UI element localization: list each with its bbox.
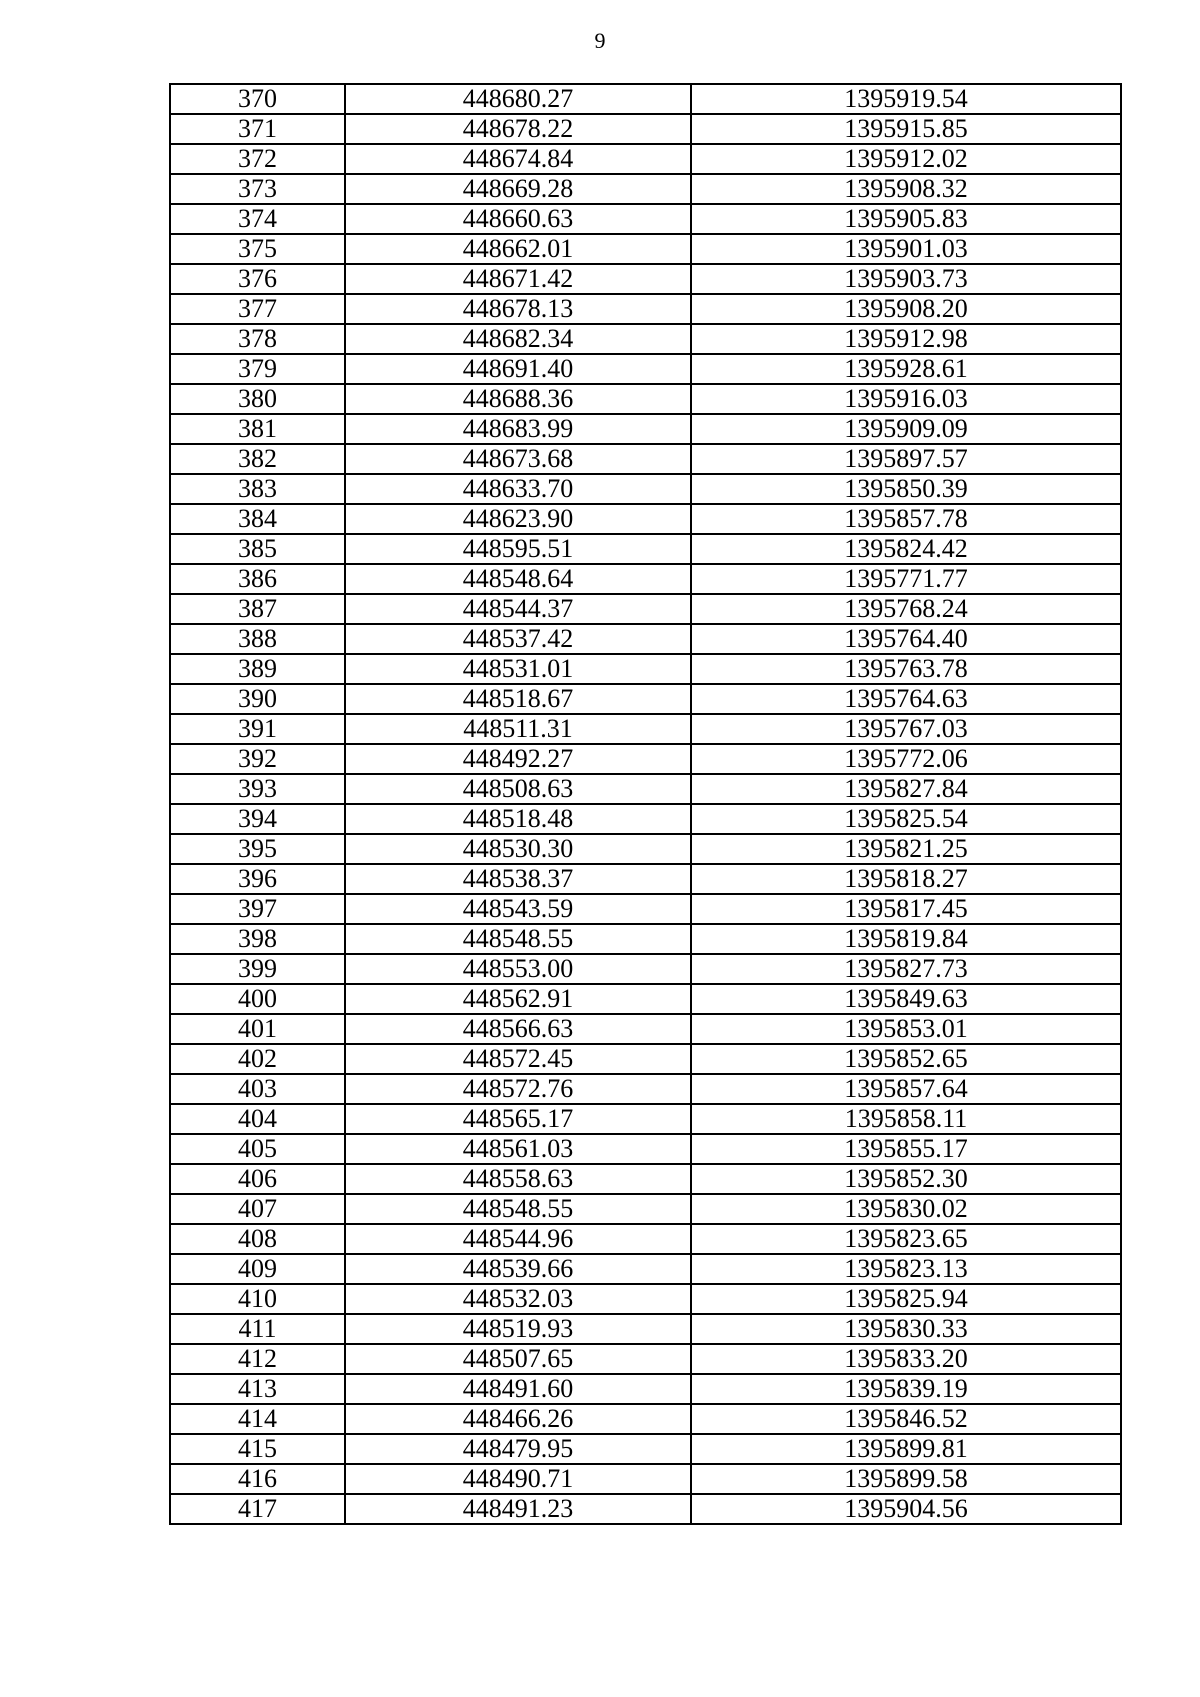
- point-number-cell: 401: [170, 1014, 345, 1044]
- point-number-cell: 405: [170, 1134, 345, 1164]
- table-row: [170, 1344, 1121, 1374]
- point-number-cell: 410: [170, 1284, 345, 1314]
- x-coordinate-cell: 448572.76: [345, 1074, 691, 1104]
- table-row: [170, 1254, 1121, 1284]
- point-number-cell: 386: [170, 564, 345, 594]
- y-coordinate-cell: 1395908.20: [691, 294, 1121, 324]
- y-coordinate-cell: 1395833.20: [691, 1344, 1121, 1374]
- table-row: [170, 744, 1121, 774]
- table-row: [170, 1194, 1121, 1224]
- y-coordinate-cell: 1395852.65: [691, 1044, 1121, 1074]
- y-coordinate-cell: 1395901.03: [691, 234, 1121, 264]
- y-coordinate-cell: 1395819.84: [691, 924, 1121, 954]
- x-coordinate-cell: 448595.51: [345, 534, 691, 564]
- y-coordinate-cell: 1395903.73: [691, 264, 1121, 294]
- y-coordinate-cell: 1395768.24: [691, 594, 1121, 624]
- point-number-cell: 377: [170, 294, 345, 324]
- y-coordinate-cell: 1395905.83: [691, 204, 1121, 234]
- point-number-cell: 372: [170, 144, 345, 174]
- point-number-cell: 414: [170, 1404, 345, 1434]
- y-coordinate-cell: 1395899.58: [691, 1464, 1121, 1494]
- point-number-cell: 390: [170, 684, 345, 714]
- y-coordinate-cell: 1395850.39: [691, 474, 1121, 504]
- table-row: [170, 444, 1121, 474]
- x-coordinate-cell: 448479.95: [345, 1434, 691, 1464]
- y-coordinate-cell: 1395928.61: [691, 354, 1121, 384]
- table-row: [170, 684, 1121, 714]
- table-row: [170, 174, 1121, 204]
- table-row: [170, 774, 1121, 804]
- table-row: [170, 1284, 1121, 1314]
- y-coordinate-cell: 1395909.09: [691, 414, 1121, 444]
- table-row: [170, 1374, 1121, 1404]
- x-coordinate-cell: 448691.40: [345, 354, 691, 384]
- point-number-cell: 378: [170, 324, 345, 354]
- x-coordinate-cell: 448553.00: [345, 954, 691, 984]
- table-row: [170, 204, 1121, 234]
- x-coordinate-cell: 448511.31: [345, 714, 691, 744]
- point-number-cell: 384: [170, 504, 345, 534]
- table-row: [170, 1134, 1121, 1164]
- point-number-cell: 391: [170, 714, 345, 744]
- table-row: [170, 564, 1121, 594]
- point-number-cell: 406: [170, 1164, 345, 1194]
- point-number-cell: 395: [170, 834, 345, 864]
- y-coordinate-cell: 1395818.27: [691, 864, 1121, 894]
- y-coordinate-cell: 1395919.54: [691, 84, 1121, 114]
- point-number-cell: 382: [170, 444, 345, 474]
- x-coordinate-cell: 448671.42: [345, 264, 691, 294]
- table-row: [170, 1494, 1121, 1524]
- x-coordinate-cell: 448673.68: [345, 444, 691, 474]
- point-number-cell: 389: [170, 654, 345, 684]
- point-number-cell: 393: [170, 774, 345, 804]
- point-number-cell: 387: [170, 594, 345, 624]
- x-coordinate-cell: 448532.03: [345, 1284, 691, 1314]
- x-coordinate-cell: 448539.66: [345, 1254, 691, 1284]
- point-number-cell: 388: [170, 624, 345, 654]
- x-coordinate-cell: 448466.26: [345, 1404, 691, 1434]
- table-row: [170, 324, 1121, 354]
- y-coordinate-cell: 1395904.56: [691, 1494, 1121, 1524]
- point-number-cell: 371: [170, 114, 345, 144]
- point-number-cell: 373: [170, 174, 345, 204]
- point-number-cell: 407: [170, 1194, 345, 1224]
- y-coordinate-cell: 1395857.64: [691, 1074, 1121, 1104]
- table-row: [170, 1224, 1121, 1254]
- point-number-cell: 392: [170, 744, 345, 774]
- y-coordinate-cell: 1395830.02: [691, 1194, 1121, 1224]
- y-coordinate-cell: 1395817.45: [691, 894, 1121, 924]
- point-number-cell: 381: [170, 414, 345, 444]
- x-coordinate-cell: 448548.55: [345, 1194, 691, 1224]
- x-coordinate-cell: 448548.55: [345, 924, 691, 954]
- table-row: [170, 384, 1121, 414]
- point-number-cell: 396: [170, 864, 345, 894]
- y-coordinate-cell: 1395767.03: [691, 714, 1121, 744]
- table-row: [170, 414, 1121, 444]
- point-number-cell: 415: [170, 1434, 345, 1464]
- table-row: [170, 114, 1121, 144]
- y-coordinate-cell: 1395899.81: [691, 1434, 1121, 1464]
- table-row: [170, 534, 1121, 564]
- table-row: [170, 1404, 1121, 1434]
- table-row: [170, 84, 1121, 114]
- y-coordinate-cell: 1395853.01: [691, 1014, 1121, 1044]
- table-row: [170, 234, 1121, 264]
- y-coordinate-cell: 1395839.19: [691, 1374, 1121, 1404]
- y-coordinate-cell: 1395825.54: [691, 804, 1121, 834]
- table-row: [170, 1044, 1121, 1074]
- point-number-cell: 375: [170, 234, 345, 264]
- table-row: [170, 864, 1121, 894]
- x-coordinate-cell: 448623.90: [345, 504, 691, 534]
- coordinates-table: [169, 83, 1122, 1525]
- table-row: [170, 804, 1121, 834]
- table-row: [170, 894, 1121, 924]
- x-coordinate-cell: 448537.42: [345, 624, 691, 654]
- table-row: [170, 834, 1121, 864]
- y-coordinate-cell: 1395857.78: [691, 504, 1121, 534]
- table-row: [170, 654, 1121, 684]
- y-coordinate-cell: 1395821.25: [691, 834, 1121, 864]
- point-number-cell: 397: [170, 894, 345, 924]
- x-coordinate-cell: 448683.99: [345, 414, 691, 444]
- y-coordinate-cell: 1395849.63: [691, 984, 1121, 1014]
- table-row: [170, 1434, 1121, 1464]
- table-row: [170, 714, 1121, 744]
- table-row: [170, 1074, 1121, 1104]
- y-coordinate-cell: 1395824.42: [691, 534, 1121, 564]
- x-coordinate-cell: 448558.63: [345, 1164, 691, 1194]
- y-coordinate-cell: 1395855.17: [691, 1134, 1121, 1164]
- point-number-cell: 398: [170, 924, 345, 954]
- y-coordinate-cell: 1395825.94: [691, 1284, 1121, 1314]
- y-coordinate-cell: 1395915.85: [691, 114, 1121, 144]
- point-number-cell: 380: [170, 384, 345, 414]
- table-row: [170, 1314, 1121, 1344]
- y-coordinate-cell: 1395772.06: [691, 744, 1121, 774]
- x-coordinate-cell: 448531.01: [345, 654, 691, 684]
- y-coordinate-cell: 1395908.32: [691, 174, 1121, 204]
- y-coordinate-cell: 1395764.63: [691, 684, 1121, 714]
- y-coordinate-cell: 1395846.52: [691, 1404, 1121, 1434]
- table-row: [170, 954, 1121, 984]
- y-coordinate-cell: 1395830.33: [691, 1314, 1121, 1344]
- y-coordinate-cell: 1395771.77: [691, 564, 1121, 594]
- table-row: [170, 984, 1121, 1014]
- x-coordinate-cell: 448508.63: [345, 774, 691, 804]
- x-coordinate-cell: 448633.70: [345, 474, 691, 504]
- point-number-cell: 379: [170, 354, 345, 384]
- point-number-cell: 383: [170, 474, 345, 504]
- point-number-cell: 374: [170, 204, 345, 234]
- table-row: [170, 1104, 1121, 1134]
- x-coordinate-cell: 448562.91: [345, 984, 691, 1014]
- point-number-cell: 402: [170, 1044, 345, 1074]
- table-row: [170, 1014, 1121, 1044]
- point-number-cell: 394: [170, 804, 345, 834]
- y-coordinate-cell: 1395823.65: [691, 1224, 1121, 1254]
- point-number-cell: 400: [170, 984, 345, 1014]
- point-number-cell: 408: [170, 1224, 345, 1254]
- page-number: 9: [594, 28, 606, 53]
- x-coordinate-cell: 448678.22: [345, 114, 691, 144]
- y-coordinate-cell: 1395763.78: [691, 654, 1121, 684]
- x-coordinate-cell: 448518.67: [345, 684, 691, 714]
- x-coordinate-cell: 448544.37: [345, 594, 691, 624]
- table-row: [170, 504, 1121, 534]
- point-number-cell: 370: [170, 84, 345, 114]
- y-coordinate-cell: 1395823.13: [691, 1254, 1121, 1284]
- table-row: [170, 264, 1121, 294]
- point-number-cell: 417: [170, 1494, 345, 1524]
- x-coordinate-cell: 448678.13: [345, 294, 691, 324]
- x-coordinate-cell: 448561.03: [345, 1134, 691, 1164]
- table-row: [170, 594, 1121, 624]
- x-coordinate-cell: 448490.71: [345, 1464, 691, 1494]
- x-coordinate-cell: 448530.30: [345, 834, 691, 864]
- x-coordinate-cell: 448492.27: [345, 744, 691, 774]
- x-coordinate-cell: 448572.45: [345, 1044, 691, 1074]
- x-coordinate-cell: 448566.63: [345, 1014, 691, 1044]
- x-coordinate-cell: 448660.63: [345, 204, 691, 234]
- x-coordinate-cell: 448688.36: [345, 384, 691, 414]
- x-coordinate-cell: 448491.60: [345, 1374, 691, 1404]
- y-coordinate-cell: 1395858.11: [691, 1104, 1121, 1134]
- point-number-cell: 412: [170, 1344, 345, 1374]
- coordinates-table-body: [170, 84, 1121, 1524]
- y-coordinate-cell: 1395912.98: [691, 324, 1121, 354]
- point-number-cell: 413: [170, 1374, 345, 1404]
- point-number-cell: 416: [170, 1464, 345, 1494]
- table-row: [170, 474, 1121, 504]
- table-row: [170, 924, 1121, 954]
- table-row: [170, 144, 1121, 174]
- y-coordinate-cell: 1395852.30: [691, 1164, 1121, 1194]
- x-coordinate-cell: 448680.27: [345, 84, 691, 114]
- point-number-cell: 411: [170, 1314, 345, 1344]
- y-coordinate-cell: 1395827.84: [691, 774, 1121, 804]
- point-number-cell: 385: [170, 534, 345, 564]
- table-row: [170, 1464, 1121, 1494]
- x-coordinate-cell: 448682.34: [345, 324, 691, 354]
- y-coordinate-cell: 1395912.02: [691, 144, 1121, 174]
- x-coordinate-cell: 448565.17: [345, 1104, 691, 1134]
- y-coordinate-cell: 1395764.40: [691, 624, 1121, 654]
- point-number-cell: 404: [170, 1104, 345, 1134]
- point-number-cell: 403: [170, 1074, 345, 1104]
- y-coordinate-cell: 1395827.73: [691, 954, 1121, 984]
- x-coordinate-cell: 448519.93: [345, 1314, 691, 1344]
- x-coordinate-cell: 448538.37: [345, 864, 691, 894]
- table-row: [170, 354, 1121, 384]
- table-row: [170, 294, 1121, 324]
- x-coordinate-cell: 448544.96: [345, 1224, 691, 1254]
- table-row: [170, 624, 1121, 654]
- x-coordinate-cell: 448674.84: [345, 144, 691, 174]
- x-coordinate-cell: 448669.28: [345, 174, 691, 204]
- y-coordinate-cell: 1395897.57: [691, 444, 1121, 474]
- x-coordinate-cell: 448491.23: [345, 1494, 691, 1524]
- x-coordinate-cell: 448518.48: [345, 804, 691, 834]
- point-number-cell: 376: [170, 264, 345, 294]
- x-coordinate-cell: 448548.64: [345, 564, 691, 594]
- point-number-cell: 399: [170, 954, 345, 984]
- y-coordinate-cell: 1395916.03: [691, 384, 1121, 414]
- point-number-cell: 409: [170, 1254, 345, 1284]
- x-coordinate-cell: 448507.65: [345, 1344, 691, 1374]
- x-coordinate-cell: 448543.59: [345, 894, 691, 924]
- x-coordinate-cell: 448662.01: [345, 234, 691, 264]
- table-row: [170, 1164, 1121, 1194]
